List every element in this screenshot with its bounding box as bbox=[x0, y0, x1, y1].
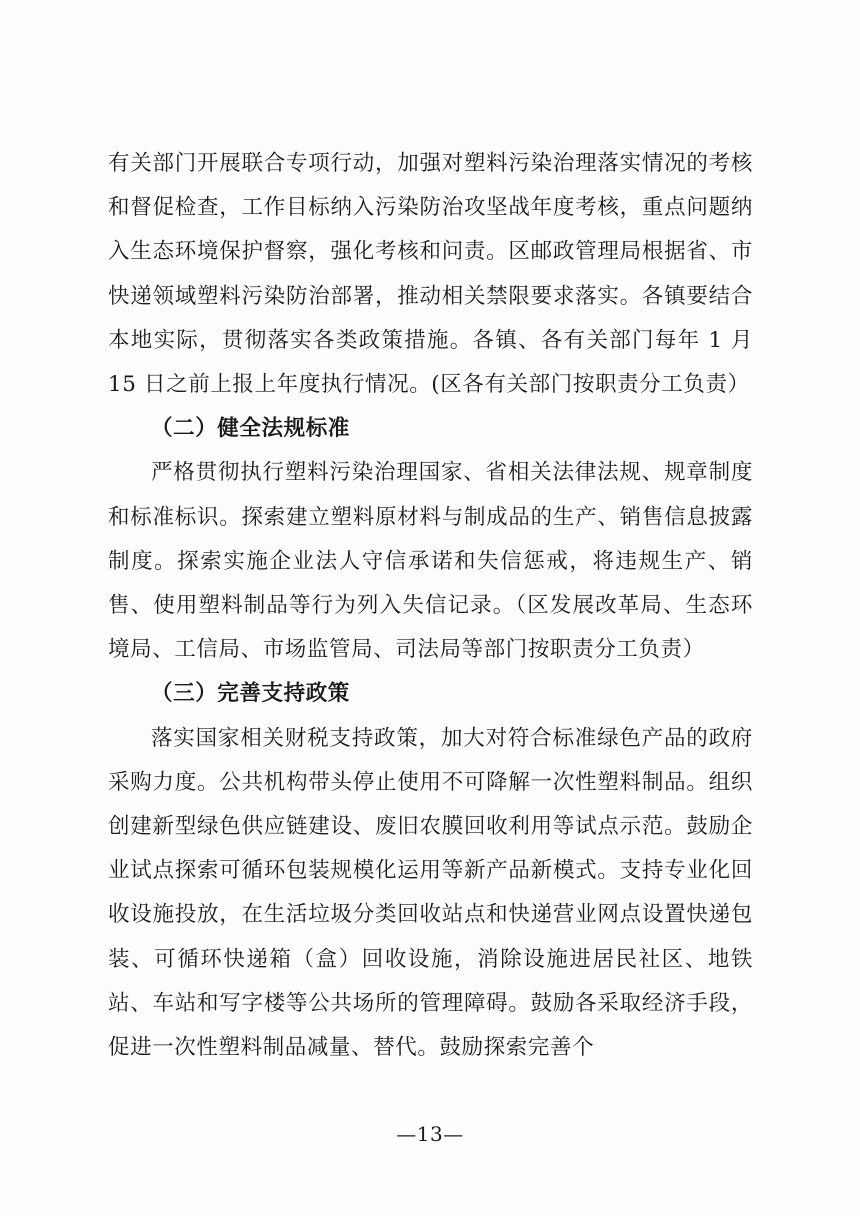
section-heading-3: （三）完善支持政策 bbox=[151, 681, 350, 707]
paragraph-3: 落实国家相关财税支持政策，加大对符合标准绿色产品的政府采购力度。公共机构带头停止使用不可降解一次性塑料制品。组织创建新型绿色供应链建设、废旧农膜回收利用等试点示范。鼓励企业试点探索可循环包装规模化运用等新产品新模式。支持专业化回收设施投放，在生活垃圾分类回收站点和快递营业网点设置快递包装、可循环快递箱（盒）回收设施，消除设施进居民社区、地铁站、车站和写字楼等公共场所的管理障碍。鼓励各采取经济手段，促进一次性塑料制品减量、替代。鼓励探索完善个 bbox=[108, 725, 753, 1061]
document-body bbox=[108, 142, 753, 1070]
paragraph-1: 有关部门开展联合专项行动，加强对塑料污染治理落实情况的考核和督促检查，工作目标纳入污染防治攻坚战年度考核，重点问题纳入生态环境保护督察，强化考核和问责。区邮政管理局根据省、市快递领域塑料污染防治部署，推动相关禁限要求落实。各镇要结合本地实际，贯彻落实各类政策措施。各镇、各有关部门每年 1 月 15 日之前上报上年度执行情况。(区各有关部门按职责分工负责） bbox=[108, 151, 753, 398]
paragraph-2: 严格贯彻执行塑料污染治理国家、省相关法律法规、规章制度和标准标识。探索建立塑料原材料与制成品的生产、销售信息披露制度。探索实施企业法人守信承诺和失信惩戒，将违规生产、销售、使用塑料制品等行为列入失信记录。（区发展改革局、生态环境局、工信局、市场监管局、司法局等部门按职责分工负责） bbox=[108, 460, 753, 663]
section-heading-2: （二）健全法规标准 bbox=[151, 416, 350, 442]
page-number: —13— bbox=[396, 1122, 464, 1146]
